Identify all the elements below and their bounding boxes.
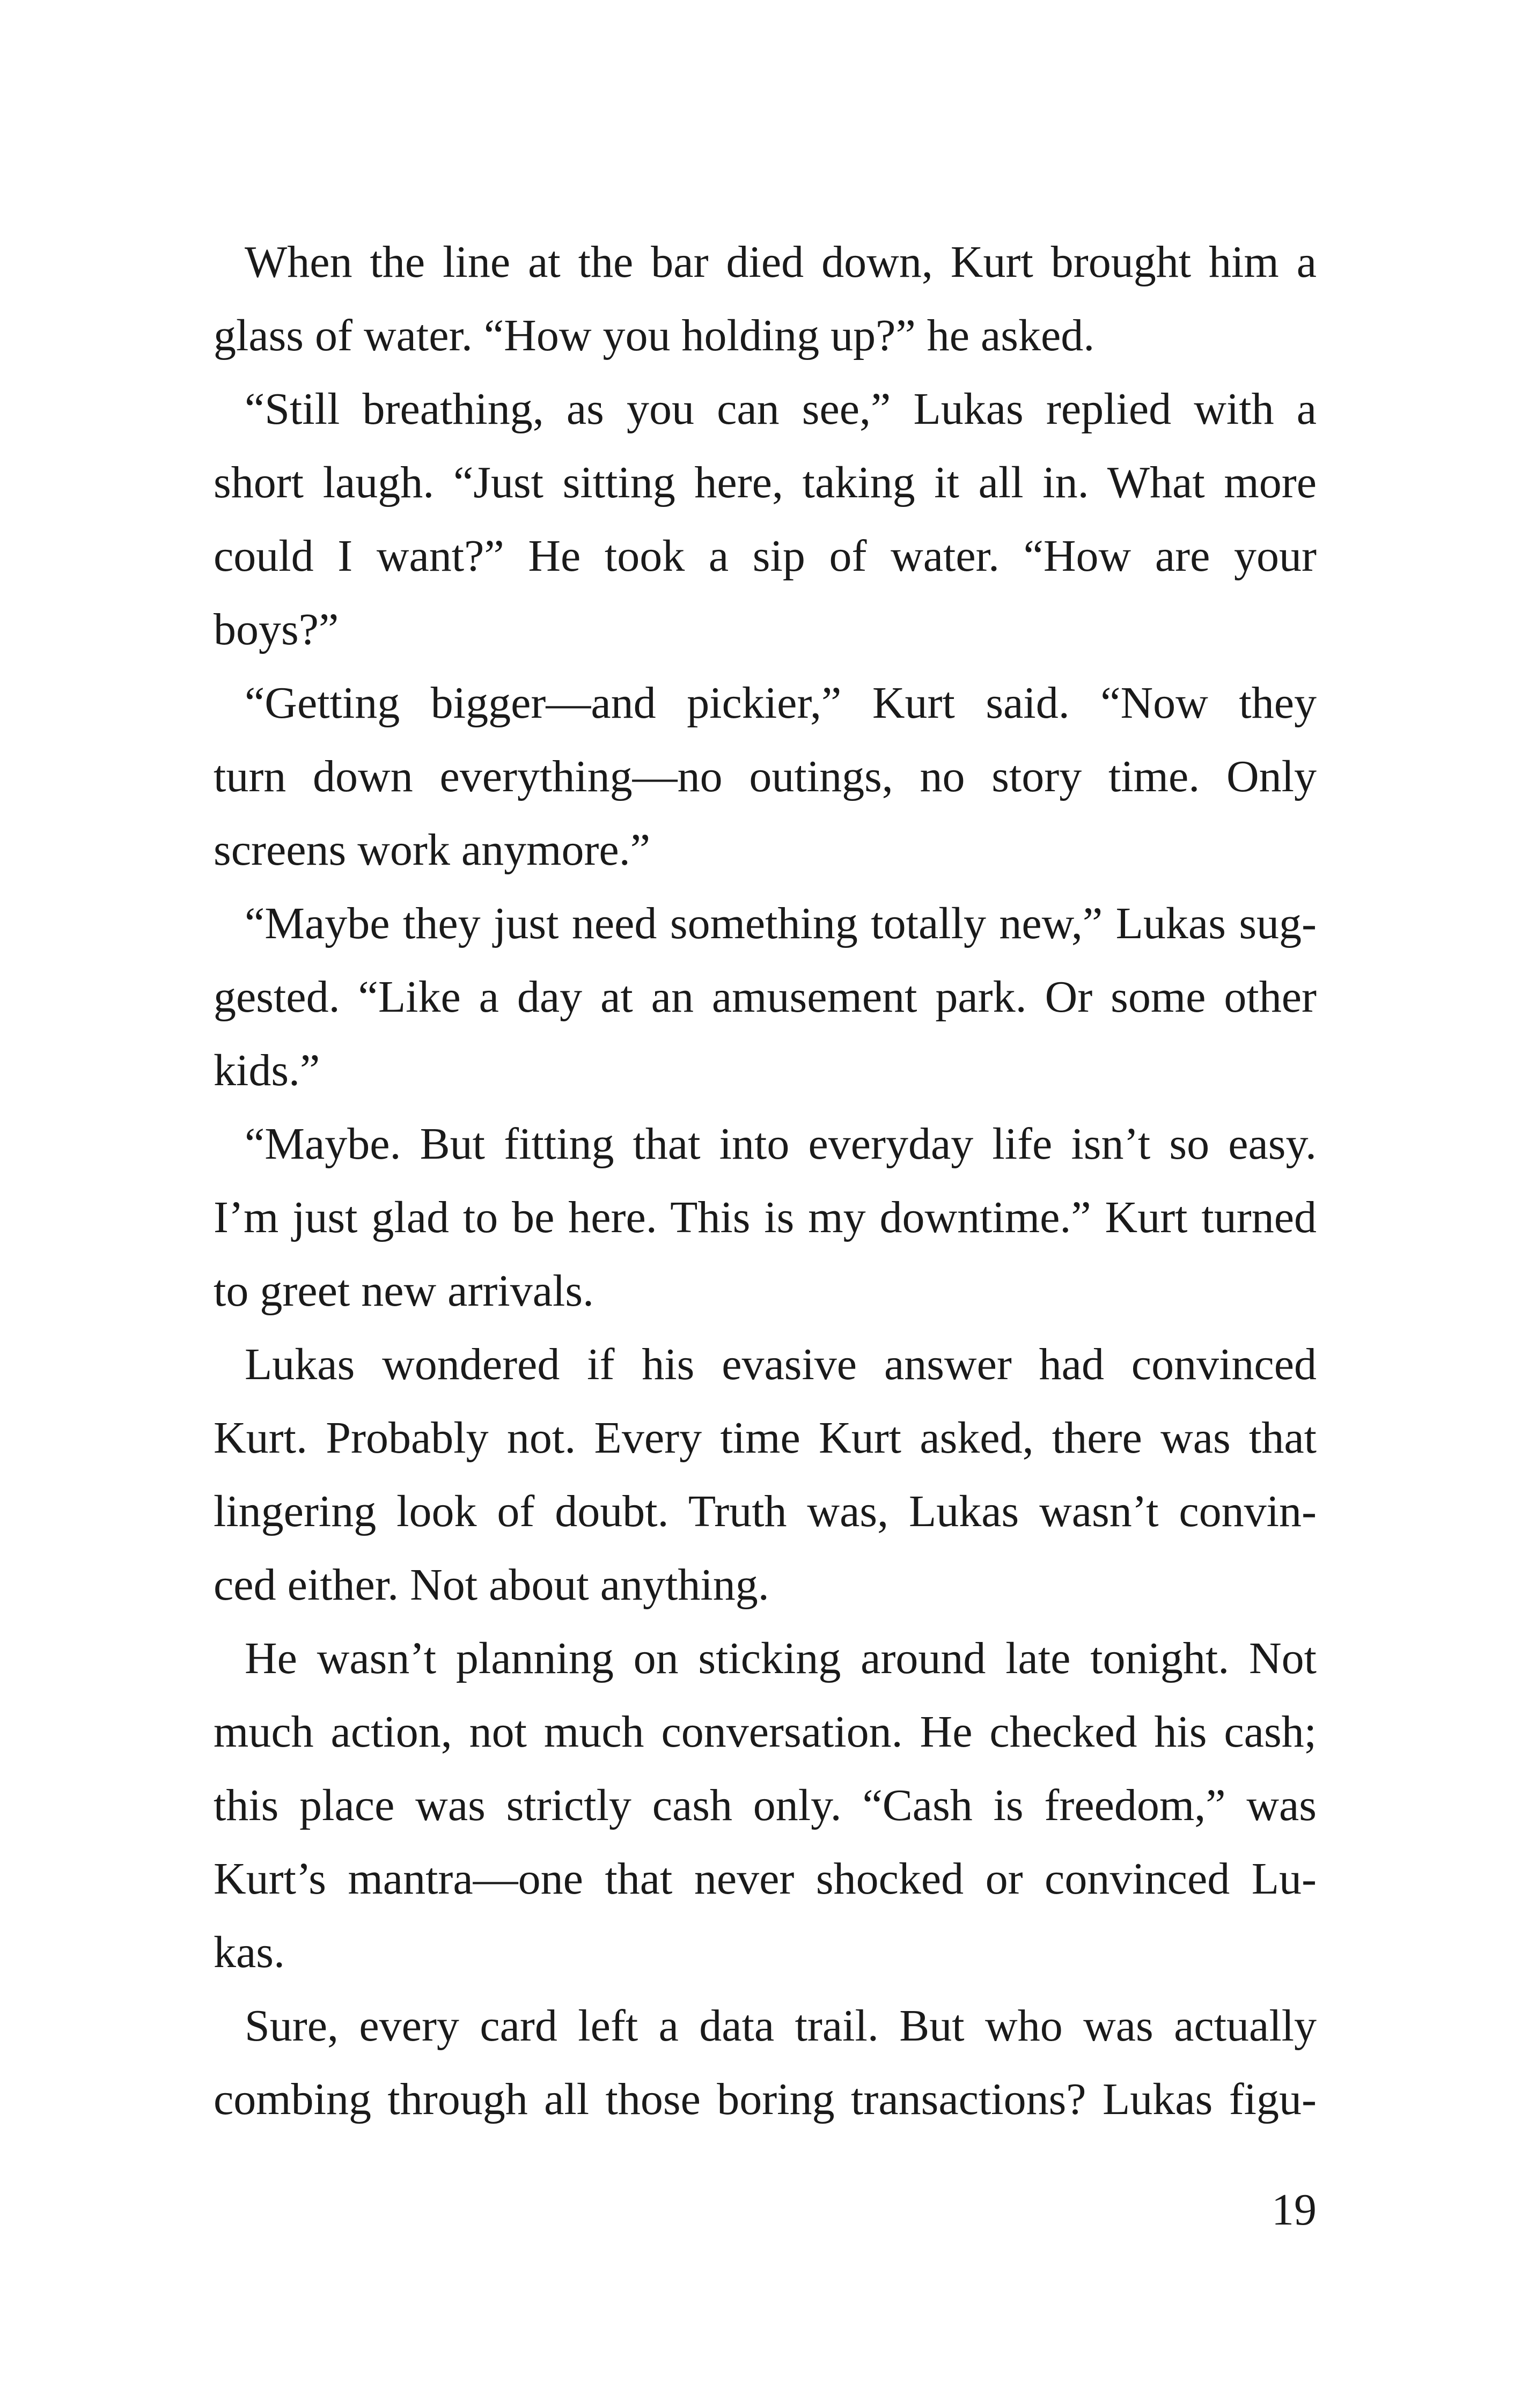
paragraph-7 (214, 1622, 1317, 1989)
body-text (214, 225, 1317, 2136)
text-line: Sure, every card left a data trail. But who was actually (245, 2001, 1317, 2051)
paragraph-4 (214, 887, 1317, 1107)
paragraph-1 (214, 225, 1317, 372)
paragraph-3 (214, 666, 1317, 887)
text-line: much action, not much conversation. He checked his cash; (214, 1707, 1317, 1757)
text-line: “Still breathing, as you can see,” Lukas replied with a (245, 384, 1317, 434)
text-line: kas. (214, 1927, 285, 1977)
text-line: gested. “Like a day at an amusement park. Or some other (214, 972, 1317, 1022)
page-number: 19 (1272, 2185, 1317, 2235)
text-line: ced either. Not about anything. (214, 1560, 769, 1610)
text-line: Lukas wondered if his evasive answer had convinced (245, 1339, 1317, 1389)
paragraph-5 (214, 1107, 1317, 1328)
paragraph-8 (214, 1989, 1317, 2136)
text-line: “Maybe they just need something totally new,” Lukas sug- (245, 899, 1317, 948)
text-line: Kurt. Probably not. Every time Kurt asked, there was that (214, 1413, 1317, 1463)
text-line: “Maybe. But fitting that into everyday life isn’t so easy. (245, 1119, 1317, 1169)
text-line: turn down everything—no outings, no story time. Only (214, 752, 1317, 801)
text-line: glass of water. “How you holding up?” he asked. (214, 311, 1095, 360)
text-line: kids.” (214, 1045, 320, 1095)
text-line: boys?” (214, 605, 339, 654)
text-line: combing through all those boring transactions? Lukas figu- (214, 2074, 1317, 2124)
text-line: I’m just glad to be here. This is my downtime.” Kurt turned (214, 1192, 1317, 1242)
text-line: When the line at the bar died down, Kurt brought him a (245, 237, 1317, 287)
text-line: short laugh. “Just sitting here, taking it all in. What more (214, 458, 1317, 507)
text-line: to greet new arrivals. (214, 1266, 594, 1316)
text-line: screens work anymore.” (214, 825, 650, 875)
text-line: could I want?” He took a sip of water. “How are your (214, 531, 1317, 581)
text-line: He wasn’t planning on sticking around late tonight. Not (245, 1633, 1317, 1683)
text-line: this place was strictly cash only. “Cash is freedom,” was (214, 1780, 1317, 1830)
text-line: lingering look of doubt. Truth was, Lukas wasn’t convin- (214, 1486, 1317, 1536)
paragraph-2 (214, 372, 1317, 666)
text-line: “Getting bigger—and pickier,” Kurt said. “Now they (245, 678, 1317, 728)
text-line: Kurt’s mantra—one that never shocked or convinced Lu- (214, 1854, 1317, 1904)
paragraph-6 (214, 1328, 1317, 1622)
